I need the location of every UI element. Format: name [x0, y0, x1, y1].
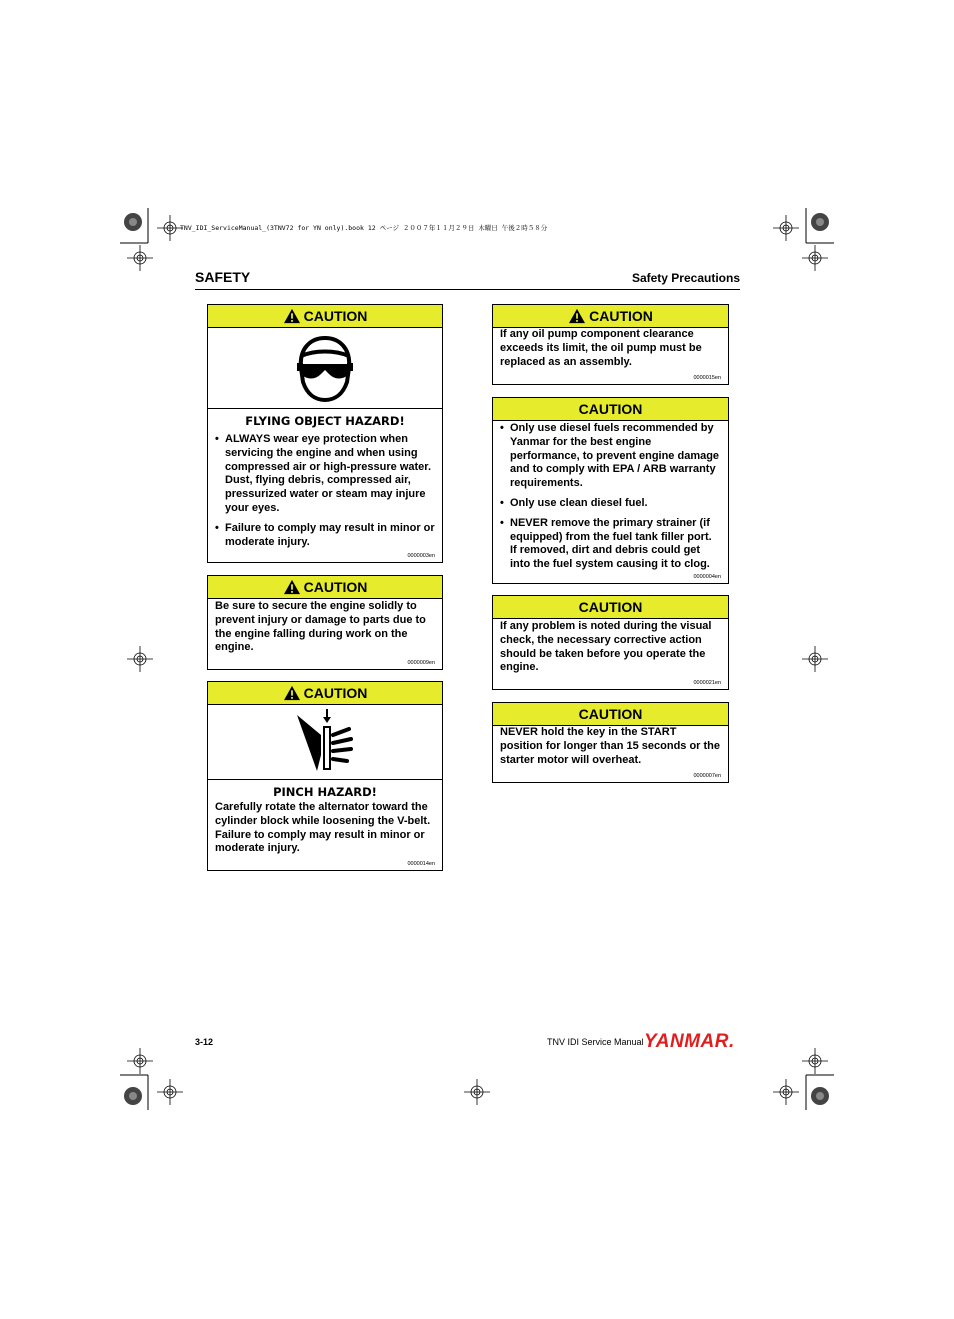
pictogram-frame [208, 705, 442, 780]
reference-code: 0000003en [407, 553, 435, 559]
pictogram-frame [208, 328, 442, 409]
caution-label: CAUTION [578, 599, 643, 615]
reference-code: 0000015en [693, 375, 721, 381]
pinch-hazard-icon [295, 709, 355, 775]
caution-label: CAUTION [589, 308, 653, 324]
list-item: • Only use clean diesel fuel. [500, 497, 721, 511]
caution-label: CAUTION [303, 579, 368, 595]
reference-code: 0000014en [407, 861, 435, 867]
caution-box-visual-check [492, 595, 729, 690]
subsection-title: Safety Precautions [631, 271, 740, 285]
list-item: • Failure to comply may result in minor or moderate injury. [215, 522, 435, 550]
caution-header [493, 305, 728, 328]
caution-header [208, 305, 442, 328]
caution-box-oil-pump [492, 304, 729, 385]
caution-box-starter-key [492, 702, 729, 783]
warning-triangle-icon [283, 308, 301, 324]
caution-text: Be sure to secure the engine solidly to prevent injury or damage to parts due to the engine falling during work on the engine. [215, 600, 426, 654]
header-rule [195, 289, 740, 290]
caution-text: If any oil pump component clearance exceeds its limit, the oil pump must be replaced as an assembly. [500, 328, 702, 368]
caution-label: CAUTION [303, 308, 368, 324]
caution-box-flying-object [207, 304, 443, 563]
warning-triangle-icon [568, 308, 586, 324]
section-title: SAFETY [195, 269, 251, 285]
reference-code: 0000004en [693, 574, 721, 580]
caution-text: NEVER hold the key in the START position for longer than 15 seconds or the starter motor will overheat. [500, 726, 721, 766]
caution-label: CAUTION [303, 685, 368, 701]
reference-code: 0000021en [693, 680, 721, 686]
warning-triangle-icon [283, 579, 301, 595]
list-item: • ALWAYS wear eye protection when servicing the engine and when using compressed air or high-pressure water. Dust, flying debris, compressed air, pressurized water or steam may injure your eyes. [215, 433, 435, 516]
brand-logo: YANMAR. [644, 1031, 735, 1052]
manual-title: TNV IDI Service Manual [547, 1037, 644, 1047]
caution-header [493, 596, 728, 619]
caution-header [493, 398, 728, 421]
reference-code: 0000009en [407, 660, 435, 666]
hazard-title: PINCH HAZARD! [273, 785, 377, 799]
caution-text: Carefully rotate the alternator toward the cylinder block while loosening the V-belt. Failure to comply may result in minor or moderate injury. [215, 801, 431, 855]
caution-box-fuel [492, 397, 729, 584]
caution-text: If any problem is noted during the visual check, the necessary corrective action should be taken before you operate the engine. [500, 620, 712, 674]
hazard-title: FLYING OBJECT HAZARD! [245, 414, 405, 428]
caution-header [208, 576, 442, 599]
caution-header [493, 703, 728, 726]
eye-protection-icon [295, 334, 355, 402]
caution-body [493, 421, 728, 572]
list-item: • NEVER remove the primary strainer (if equipped) from the fuel tank filler port. If removed, dirt and debris could get into the fuel system causing it to clog. [500, 517, 721, 572]
caution-body [208, 428, 442, 549]
caution-box-pinch-hazard [207, 681, 443, 871]
page-number: 3-12 [195, 1037, 214, 1047]
caution-header [208, 682, 442, 705]
print-header: TNV_IDI_ServiceManual_(3TNV72 for YN only).book 12 ページ ２００７年１１月２９日 木曜日 午後２時５８分 [180, 224, 548, 232]
caution-label: CAUTION [578, 706, 643, 722]
reference-code: 0000007en [693, 773, 721, 779]
list-item: • Only use diesel fuels recommended by Yanmar for the best engine performance, to prevent engine damage and to comply with EPA / ARB warranty requirements. [500, 422, 721, 491]
caution-box-secure-engine [207, 575, 443, 670]
warning-triangle-icon [283, 685, 301, 701]
caution-label: CAUTION [578, 401, 643, 417]
corner-disc-top-left [124, 213, 142, 231]
